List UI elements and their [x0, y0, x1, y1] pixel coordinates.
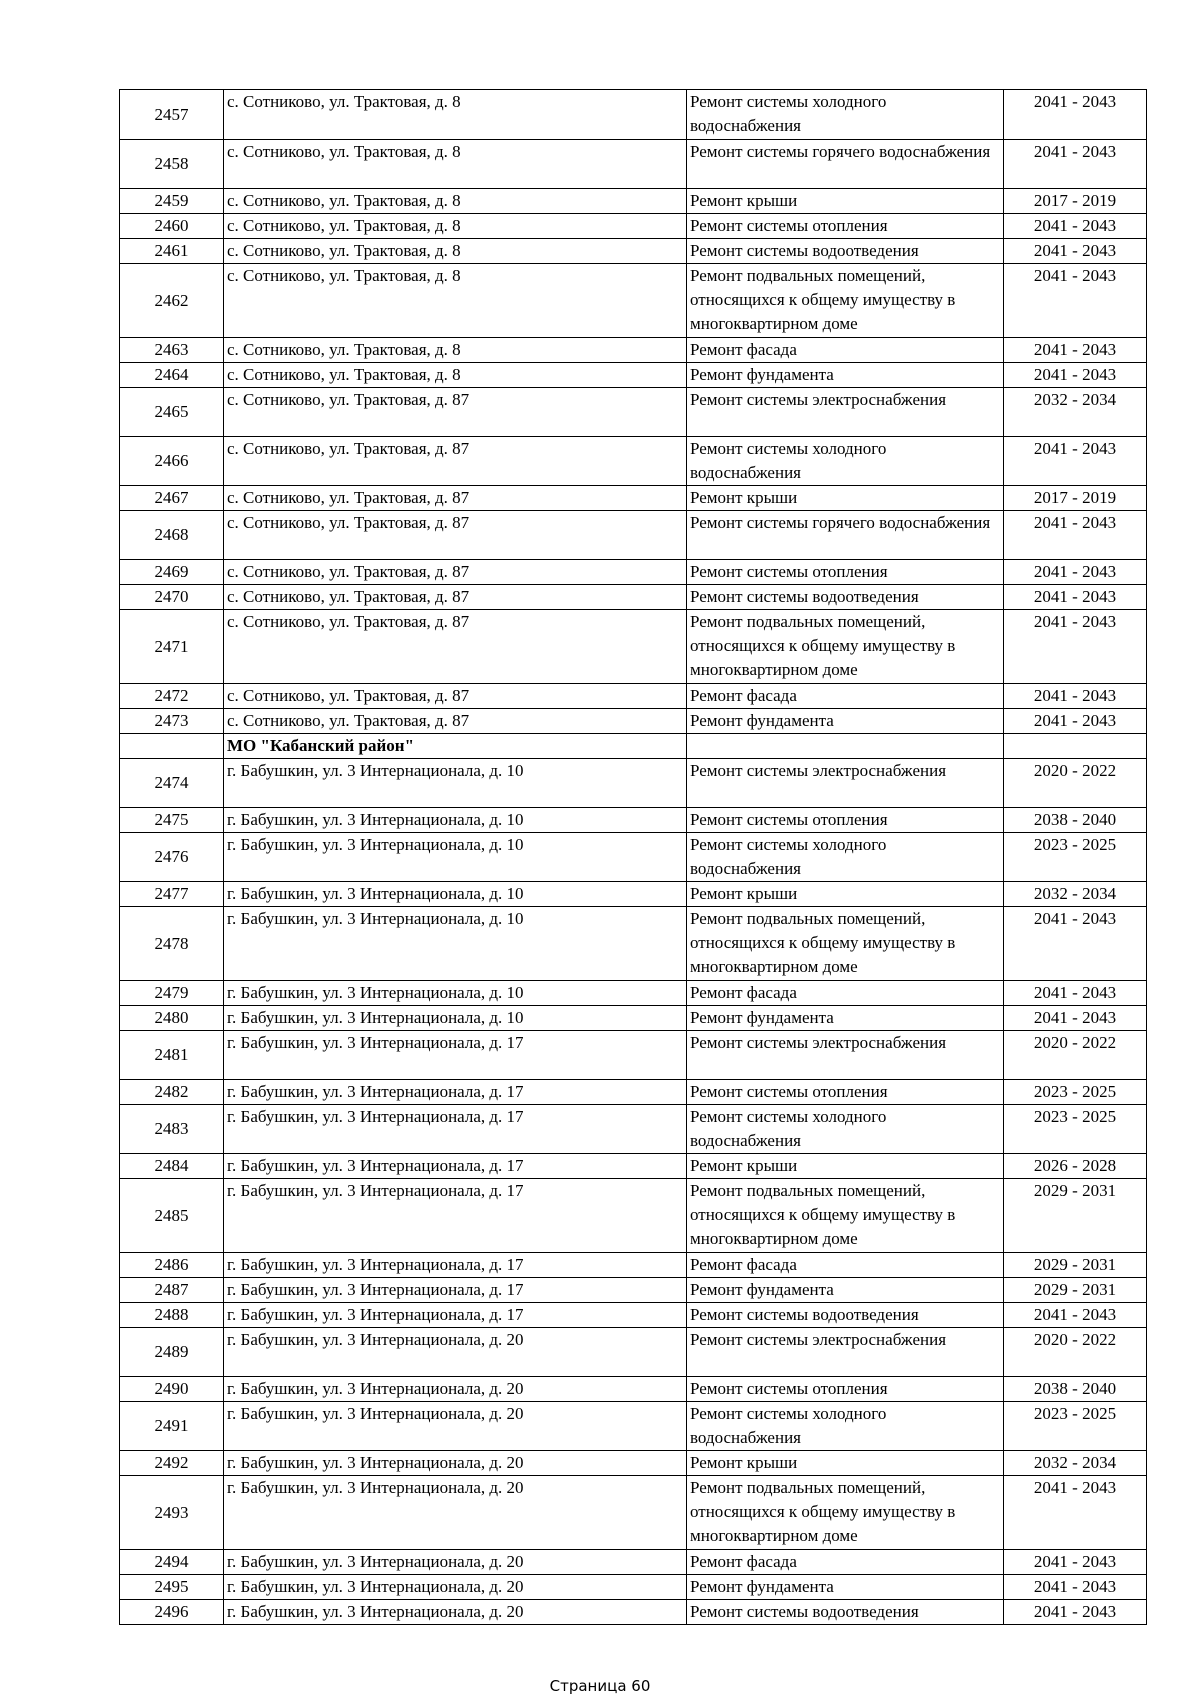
work-type-cell: Ремонт фундамента	[687, 709, 1004, 734]
period-cell: 2041 - 2043	[1004, 585, 1147, 610]
work-type-cell: Ремонт системы электроснабжения	[687, 1328, 1004, 1377]
table-row	[120, 1328, 1147, 1377]
table-row	[120, 1550, 1147, 1575]
row-number-cell	[120, 734, 224, 759]
table-row	[120, 610, 1147, 684]
period-cell: 2023 - 2025	[1004, 1402, 1147, 1451]
period-cell: 2041 - 2043	[1004, 363, 1147, 388]
period-cell: 2041 - 2043	[1004, 610, 1147, 684]
page-number: Страница 60	[549, 1677, 651, 1695]
row-number-cell: 2491	[120, 1402, 224, 1451]
row-number-cell: 2482	[120, 1080, 224, 1105]
address-cell: г. Бабушкин, ул. 3 Интернационала, д. 17	[224, 1031, 687, 1080]
address-cell: г. Бабушкин, ул. 3 Интернационала, д. 17	[224, 1278, 687, 1303]
work-type-cell: Ремонт системы холодного водоснабжения	[687, 833, 1004, 882]
work-type-cell: Ремонт подвальных помещений, относящихся к общему имуществу в многоквартирном доме	[687, 1476, 1004, 1550]
period-cell: 2038 - 2040	[1004, 808, 1147, 833]
table-row	[120, 90, 1147, 140]
row-number-cell: 2472	[120, 684, 224, 709]
row-number-cell: 2461	[120, 239, 224, 264]
address-cell: г. Бабушкин, ул. 3 Интернационала, д. 10	[224, 981, 687, 1006]
work-type-cell: Ремонт фасада	[687, 1253, 1004, 1278]
period-cell: 2020 - 2022	[1004, 1031, 1147, 1080]
row-number-cell: 2475	[120, 808, 224, 833]
work-type-cell: Ремонт фасада	[687, 981, 1004, 1006]
address-cell: г. Бабушкин, ул. 3 Интернационала, д. 20	[224, 1402, 687, 1451]
address-cell: г. Бабушкин, ул. 3 Интернационала, д. 17	[224, 1179, 687, 1253]
work-type-cell: Ремонт системы электроснабжения	[687, 1031, 1004, 1080]
period-cell: 2020 - 2022	[1004, 1328, 1147, 1377]
address-cell: г. Бабушкин, ул. 3 Интернационала, д. 17	[224, 1105, 687, 1154]
table-row	[120, 140, 1147, 189]
work-type-cell: Ремонт системы отопления	[687, 1377, 1004, 1402]
period-cell: 2041 - 2043	[1004, 239, 1147, 264]
table-row	[120, 264, 1147, 338]
row-number-cell: 2468	[120, 511, 224, 560]
work-type-cell: Ремонт фундамента	[687, 1278, 1004, 1303]
table-row	[120, 709, 1147, 734]
work-type-cell: Ремонт фундамента	[687, 363, 1004, 388]
address-cell: г. Бабушкин, ул. 3 Интернационала, д. 10	[224, 833, 687, 882]
work-type-cell: Ремонт системы отопления	[687, 808, 1004, 833]
period-cell: 2023 - 2025	[1004, 833, 1147, 882]
table-row	[120, 808, 1147, 833]
period-cell	[1004, 734, 1147, 759]
table-row	[120, 1253, 1147, 1278]
row-number-cell: 2457	[120, 90, 224, 140]
row-number-cell: 2465	[120, 388, 224, 437]
row-number-cell: 2489	[120, 1328, 224, 1377]
row-number-cell: 2463	[120, 338, 224, 363]
period-cell: 2041 - 2043	[1004, 684, 1147, 709]
row-number-cell: 2488	[120, 1303, 224, 1328]
row-number-cell: 2466	[120, 437, 224, 486]
period-cell: 2041 - 2043	[1004, 264, 1147, 338]
work-type-cell: Ремонт системы электроснабжения	[687, 759, 1004, 808]
row-number-cell: 2478	[120, 907, 224, 981]
row-number-cell: 2469	[120, 560, 224, 585]
address-cell: с. Сотниково, ул. Трактовая, д. 87	[224, 684, 687, 709]
address-cell: с. Сотниково, ул. Трактовая, д. 8	[224, 90, 687, 140]
table-row	[120, 437, 1147, 486]
row-number-cell: 2496	[120, 1600, 224, 1625]
work-type-cell: Ремонт системы горячего водоснабжения	[687, 140, 1004, 189]
table-row	[120, 1476, 1147, 1550]
period-cell: 2041 - 2043	[1004, 511, 1147, 560]
address-cell: г. Бабушкин, ул. 3 Интернационала, д. 20	[224, 1600, 687, 1625]
address-cell: г. Бабушкин, ул. 3 Интернационала, д. 10	[224, 882, 687, 907]
period-cell: 2041 - 2043	[1004, 1550, 1147, 1575]
address-cell: с. Сотниково, ул. Трактовая, д. 87	[224, 610, 687, 684]
work-type-cell: Ремонт фасада	[687, 1550, 1004, 1575]
row-number-cell: 2492	[120, 1451, 224, 1476]
address-cell: г. Бабушкин, ул. 3 Интернационала, д. 20	[224, 1451, 687, 1476]
row-number-cell: 2458	[120, 140, 224, 189]
table-row	[120, 388, 1147, 437]
period-cell: 2041 - 2043	[1004, 338, 1147, 363]
address-cell: г. Бабушкин, ул. 3 Интернационала, д. 10	[224, 907, 687, 981]
work-type-cell: Ремонт системы водоотведения	[687, 1303, 1004, 1328]
row-number-cell: 2495	[120, 1575, 224, 1600]
table-row	[120, 1402, 1147, 1451]
work-type-cell: Ремонт подвальных помещений, относящихся к общему имуществу в многоквартирном доме	[687, 610, 1004, 684]
work-type-cell: Ремонт системы отопления	[687, 1080, 1004, 1105]
row-number-cell: 2480	[120, 1006, 224, 1031]
period-cell: 2041 - 2043	[1004, 709, 1147, 734]
table-row	[120, 1080, 1147, 1105]
row-number-cell: 2485	[120, 1179, 224, 1253]
table-row	[120, 1575, 1147, 1600]
table-row	[120, 1278, 1147, 1303]
work-type-cell: Ремонт системы водоотведения	[687, 239, 1004, 264]
address-cell: с. Сотниково, ул. Трактовая, д. 8	[224, 140, 687, 189]
table-row	[120, 1377, 1147, 1402]
work-type-cell: Ремонт системы водоотведения	[687, 1600, 1004, 1625]
period-cell: 2041 - 2043	[1004, 981, 1147, 1006]
work-type-cell: Ремонт системы холодного водоснабжения	[687, 1105, 1004, 1154]
row-number-cell: 2473	[120, 709, 224, 734]
table-row	[120, 1451, 1147, 1476]
address-cell: г. Бабушкин, ул. 3 Интернационала, д. 20	[224, 1328, 687, 1377]
address-cell: с. Сотниково, ул. Трактовая, д. 87	[224, 437, 687, 486]
address-cell: с. Сотниково, ул. Трактовая, д. 8	[224, 264, 687, 338]
address-cell: г. Бабушкин, ул. 3 Интернационала, д. 20	[224, 1550, 687, 1575]
table-row	[120, 363, 1147, 388]
table-row	[120, 1006, 1147, 1031]
address-cell: г. Бабушкин, ул. 3 Интернационала, д. 20	[224, 1575, 687, 1600]
period-cell: 2023 - 2025	[1004, 1105, 1147, 1154]
period-cell: 2041 - 2043	[1004, 1575, 1147, 1600]
section-row	[120, 734, 1147, 759]
table-row	[120, 1303, 1147, 1328]
period-cell: 2017 - 2019	[1004, 486, 1147, 511]
work-type-cell: Ремонт крыши	[687, 882, 1004, 907]
period-cell: 2032 - 2034	[1004, 388, 1147, 437]
period-cell: 2041 - 2043	[1004, 1006, 1147, 1031]
row-number-cell: 2481	[120, 1031, 224, 1080]
period-cell: 2020 - 2022	[1004, 759, 1147, 808]
table-body	[120, 90, 1147, 1625]
address-cell: г. Бабушкин, ул. 3 Интернационала, д. 20	[224, 1377, 687, 1402]
period-cell: 2029 - 2031	[1004, 1253, 1147, 1278]
address-cell: с. Сотниково, ул. Трактовая, д. 87	[224, 486, 687, 511]
period-cell: 2041 - 2043	[1004, 1600, 1147, 1625]
table-row	[120, 1179, 1147, 1253]
address-cell: г. Бабушкин, ул. 3 Интернационала, д. 10	[224, 808, 687, 833]
period-cell: 2029 - 2031	[1004, 1278, 1147, 1303]
period-cell: 2041 - 2043	[1004, 907, 1147, 981]
work-type-cell: Ремонт системы отопления	[687, 214, 1004, 239]
address-cell: г. Бабушкин, ул. 3 Интернационала, д. 17	[224, 1154, 687, 1179]
address-cell: с. Сотниково, ул. Трактовая, д. 8	[224, 363, 687, 388]
table-row	[120, 1154, 1147, 1179]
work-type-cell: Ремонт системы электроснабжения	[687, 388, 1004, 437]
period-cell: 2041 - 2043	[1004, 560, 1147, 585]
table-row	[120, 981, 1147, 1006]
row-number-cell: 2462	[120, 264, 224, 338]
row-number-cell: 2493	[120, 1476, 224, 1550]
work-type-cell: Ремонт крыши	[687, 1451, 1004, 1476]
work-type-cell: Ремонт крыши	[687, 189, 1004, 214]
table-row	[120, 1031, 1147, 1080]
work-type-cell: Ремонт системы холодного водоснабжения	[687, 1402, 1004, 1451]
work-type-cell: Ремонт подвальных помещений, относящихся к общему имуществу в многоквартирном доме	[687, 264, 1004, 338]
period-cell: 2029 - 2031	[1004, 1179, 1147, 1253]
address-cell: г. Бабушкин, ул. 3 Интернационала, д. 17	[224, 1303, 687, 1328]
work-type-cell: Ремонт фундамента	[687, 1575, 1004, 1600]
address-cell: с. Сотниково, ул. Трактовая, д. 87	[224, 511, 687, 560]
work-type-cell: Ремонт системы отопления	[687, 560, 1004, 585]
row-number-cell: 2474	[120, 759, 224, 808]
period-cell: 2041 - 2043	[1004, 214, 1147, 239]
address-cell: с. Сотниково, ул. Трактовая, д. 8	[224, 338, 687, 363]
row-number-cell: 2460	[120, 214, 224, 239]
repair-schedule-table	[119, 89, 1147, 1625]
table-row	[120, 585, 1147, 610]
period-cell: 2038 - 2040	[1004, 1377, 1147, 1402]
address-cell: с. Сотниково, ул. Трактовая, д. 8	[224, 239, 687, 264]
address-cell: г. Бабушкин, ул. 3 Интернационала, д. 10	[224, 1006, 687, 1031]
address-cell: г. Бабушкин, ул. 3 Интернационала, д. 17	[224, 1080, 687, 1105]
row-number-cell: 2487	[120, 1278, 224, 1303]
table-row	[120, 560, 1147, 585]
row-number-cell: 2476	[120, 833, 224, 882]
work-type-cell: Ремонт системы холодного водоснабжения	[687, 437, 1004, 486]
row-number-cell: 2484	[120, 1154, 224, 1179]
table-row	[120, 511, 1147, 560]
row-number-cell: 2470	[120, 585, 224, 610]
address-cell: с. Сотниково, ул. Трактовая, д. 8	[224, 214, 687, 239]
period-cell: 2041 - 2043	[1004, 140, 1147, 189]
period-cell: 2026 - 2028	[1004, 1154, 1147, 1179]
period-cell: 2041 - 2043	[1004, 1303, 1147, 1328]
work-type-cell: Ремонт системы горячего водоснабжения	[687, 511, 1004, 560]
period-cell: 2032 - 2034	[1004, 882, 1147, 907]
work-type-cell: Ремонт подвальных помещений, относящихся к общему имуществу в многоквартирном доме	[687, 907, 1004, 981]
work-type-cell: Ремонт крыши	[687, 1154, 1004, 1179]
table-row	[120, 907, 1147, 981]
table-row	[120, 1600, 1147, 1625]
row-number-cell: 2483	[120, 1105, 224, 1154]
row-number-cell: 2477	[120, 882, 224, 907]
work-type-cell: Ремонт системы водоотведения	[687, 585, 1004, 610]
table-row	[120, 684, 1147, 709]
work-type-cell: Ремонт фасада	[687, 338, 1004, 363]
address-cell: с. Сотниково, ул. Трактовая, д. 8	[224, 189, 687, 214]
period-cell: 2041 - 2043	[1004, 1476, 1147, 1550]
table-row	[120, 759, 1147, 808]
table-row	[120, 486, 1147, 511]
address-cell: с. Сотниково, ул. Трактовая, д. 87	[224, 560, 687, 585]
address-cell: г. Бабушкин, ул. 3 Интернационала, д. 17	[224, 1253, 687, 1278]
table-row	[120, 1105, 1147, 1154]
table-row	[120, 338, 1147, 363]
period-cell: 2041 - 2043	[1004, 437, 1147, 486]
address-cell: с. Сотниково, ул. Трактовая, д. 87	[224, 388, 687, 437]
work-cell	[687, 734, 1004, 759]
row-number-cell: 2479	[120, 981, 224, 1006]
row-number-cell: 2464	[120, 363, 224, 388]
period-cell: 2023 - 2025	[1004, 1080, 1147, 1105]
address-cell: с. Сотниково, ул. Трактовая, д. 87	[224, 585, 687, 610]
row-number-cell: 2494	[120, 1550, 224, 1575]
row-number-cell: 2486	[120, 1253, 224, 1278]
work-type-cell: Ремонт фундамента	[687, 1006, 1004, 1031]
work-type-cell: Ремонт подвальных помещений, относящихся к общему имуществу в многоквартирном доме	[687, 1179, 1004, 1253]
table-row	[120, 239, 1147, 264]
row-number-cell: 2467	[120, 486, 224, 511]
row-number-cell: 2490	[120, 1377, 224, 1402]
table-row	[120, 833, 1147, 882]
period-cell: 2017 - 2019	[1004, 189, 1147, 214]
address-cell: с. Сотниково, ул. Трактовая, д. 87	[224, 709, 687, 734]
section-title: МО "Кабанский район"	[224, 734, 687, 759]
period-cell: 2041 - 2043	[1004, 90, 1147, 140]
table-row	[120, 189, 1147, 214]
work-type-cell: Ремонт системы холодного водоснабжения	[687, 90, 1004, 140]
address-cell: г. Бабушкин, ул. 3 Интернационала, д. 20	[224, 1476, 687, 1550]
work-type-cell: Ремонт фасада	[687, 684, 1004, 709]
period-cell: 2032 - 2034	[1004, 1451, 1147, 1476]
work-type-cell: Ремонт крыши	[687, 486, 1004, 511]
address-cell: г. Бабушкин, ул. 3 Интернационала, д. 10	[224, 759, 687, 808]
row-number-cell: 2459	[120, 189, 224, 214]
table-row	[120, 882, 1147, 907]
table-row	[120, 214, 1147, 239]
row-number-cell: 2471	[120, 610, 224, 684]
